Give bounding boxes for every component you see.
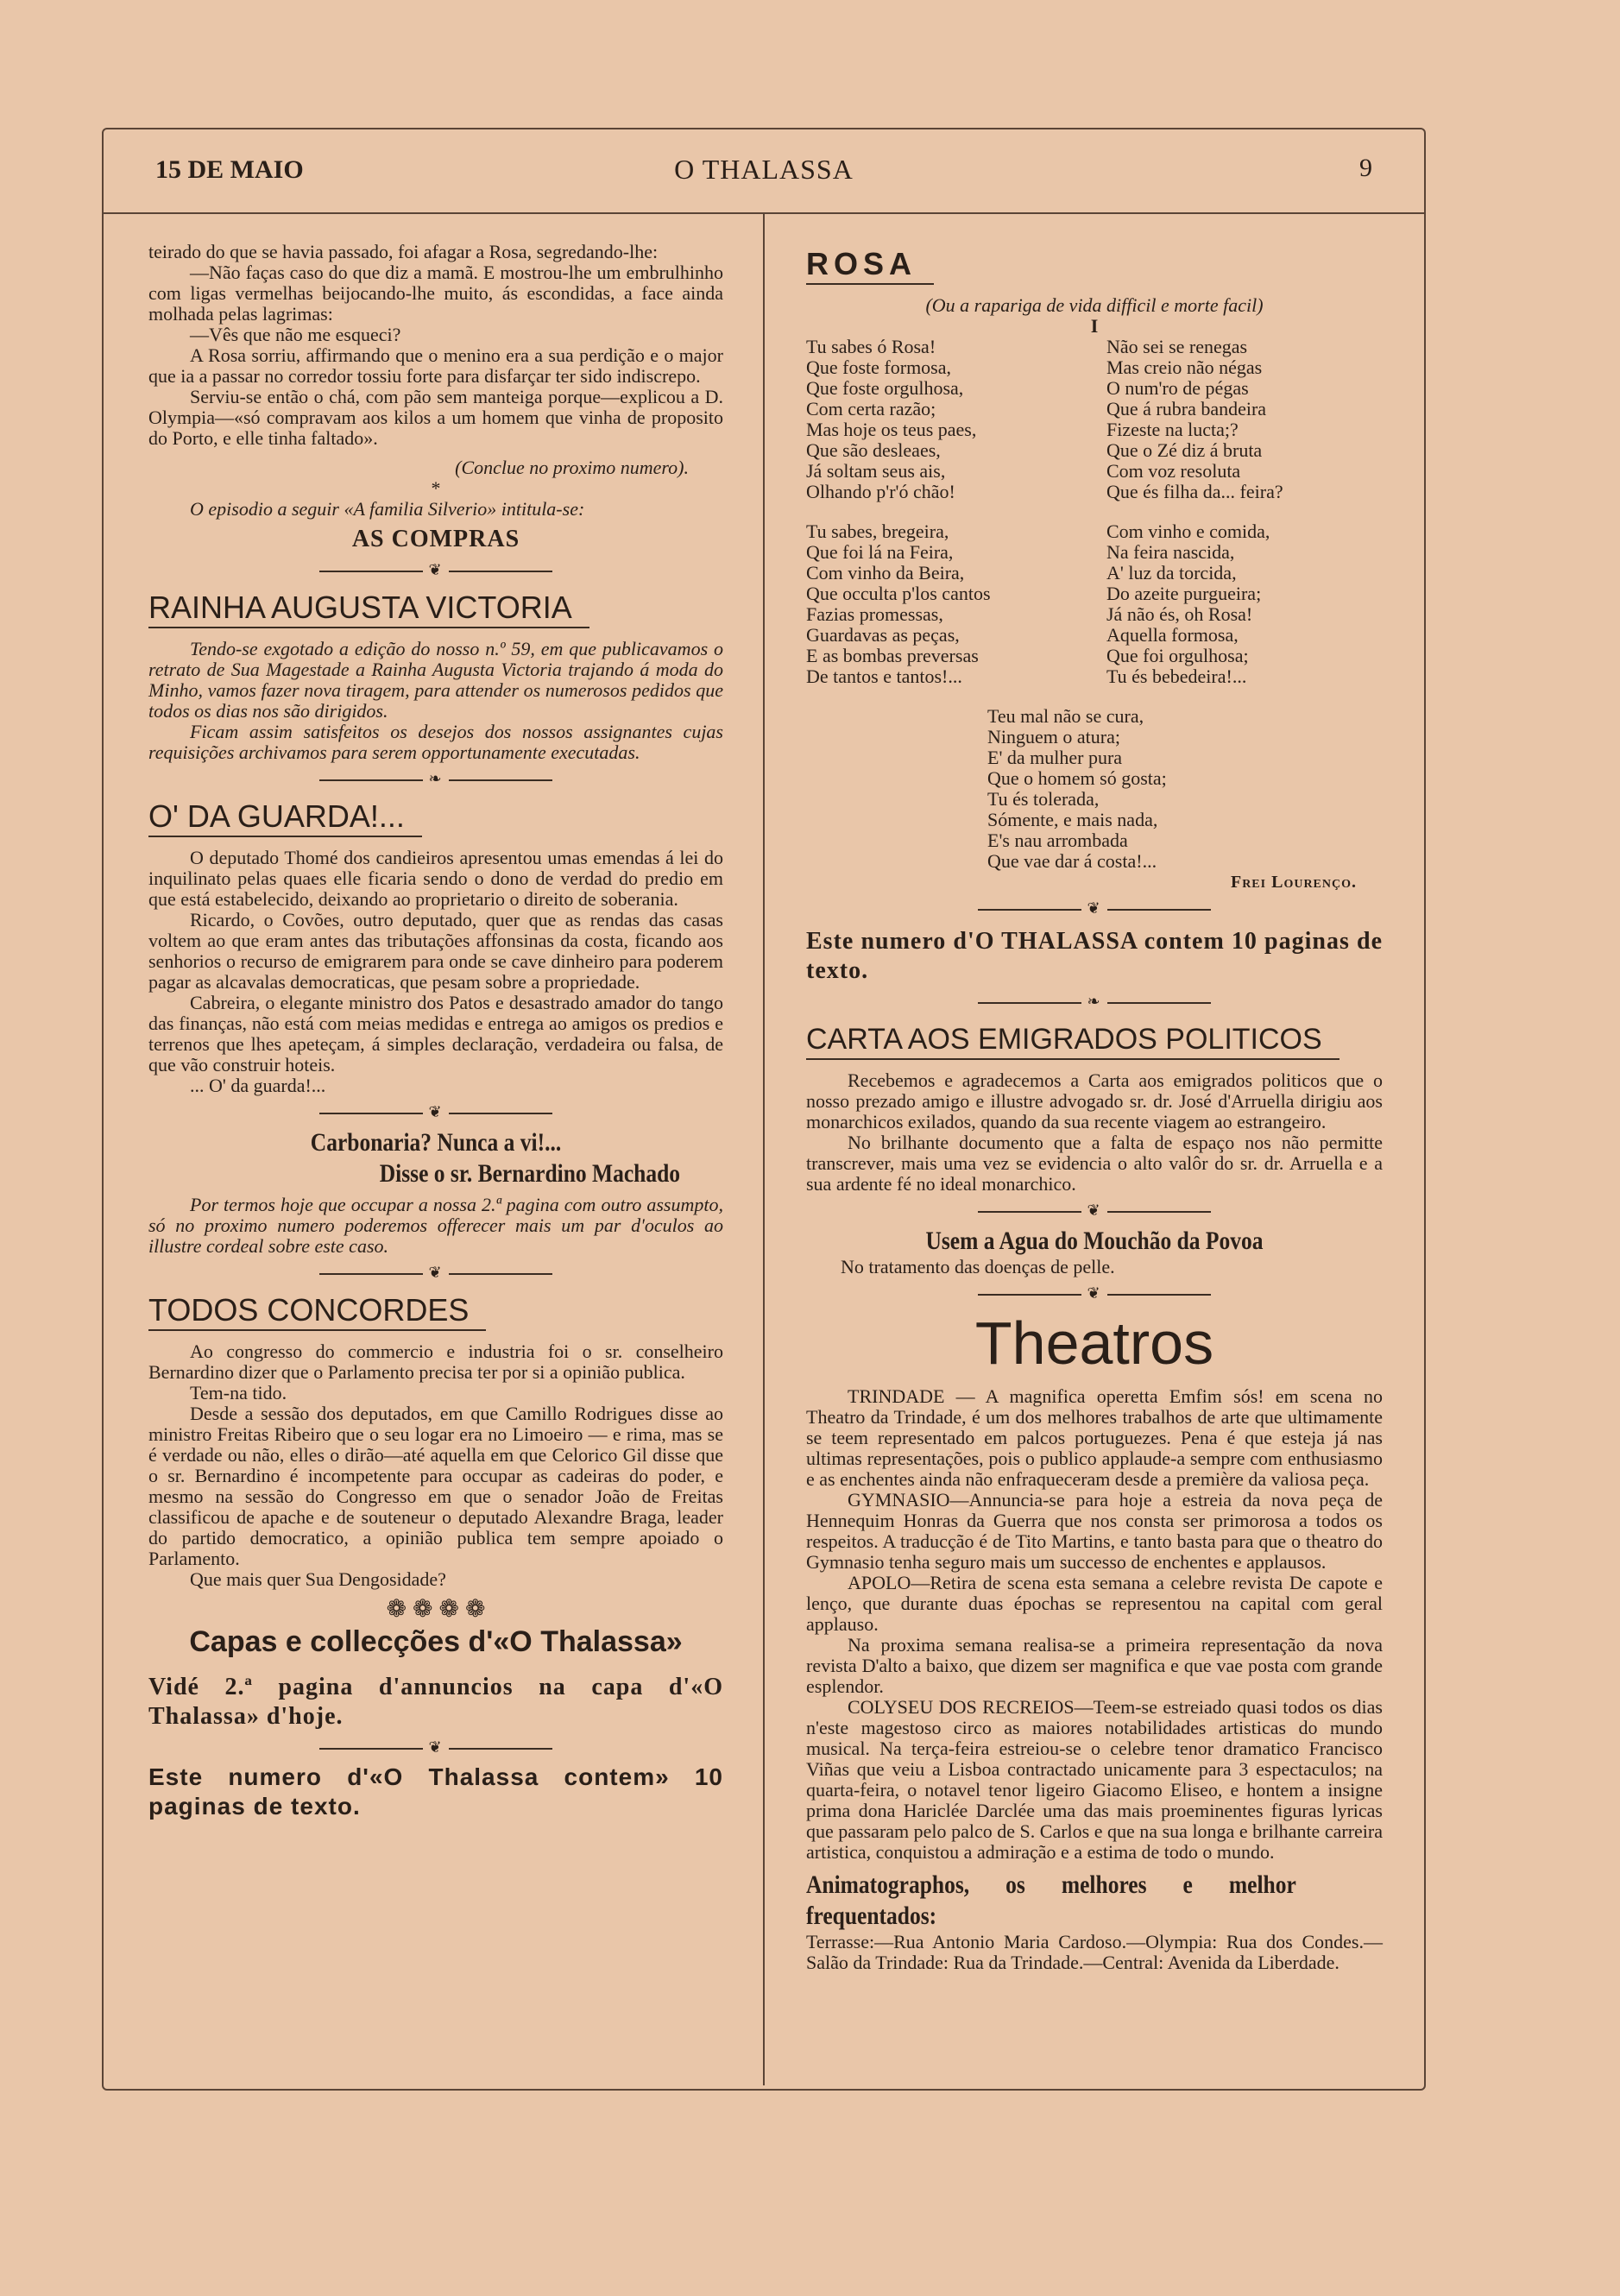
verse: A' luz da torcida, xyxy=(1106,562,1237,583)
story-text: —Vês que não me esqueci? xyxy=(190,324,401,345)
column-divider xyxy=(763,212,765,2085)
next-episode-note: O episodio a seguir «A familia Silverio» intitula-se: xyxy=(190,498,585,520)
verse: Sómente, e mais nada, xyxy=(987,809,1158,830)
animatographos-text: Terrasse:—Rua Antonio Maria Cardoso.—Olympia: Rua dos Condes.—Salão da Trindade: Rua da Trindade.—Central: Avenida da Liberdade. xyxy=(806,1931,1383,1973)
verse: Com vinho e comida, xyxy=(1106,520,1270,542)
ornament-divider: ❦ xyxy=(148,1737,723,1757)
verse: Que o Zé diz á bruta xyxy=(1106,439,1263,461)
page-count-notice: Este numero d'O THALASSA contem 10 paginas de texto. xyxy=(806,928,1383,984)
verse: Tu és bebedeira!... xyxy=(1106,665,1247,687)
verse: Do azeite purgueira; xyxy=(1106,583,1262,604)
rainha-text: Tendo-se exgotado a edição do nosso n.º 59, em que publicavamos o retrato de Sua Magestade a Rainha Augusta Victoria trajando á moda do Minho, vamos fazer nova tiragem, para attender os numerosos pedidos que todos os dias nos são dirigidos. xyxy=(148,638,723,722)
ornament-divider: ❦ xyxy=(806,898,1383,918)
verse: Com certa razão; xyxy=(806,398,936,419)
verse: Tu és tolerada, xyxy=(987,788,1100,810)
capas-headline: Capas e collecções d'«O Thalassa» xyxy=(189,1625,683,1658)
poem-title: ROSA xyxy=(806,245,934,285)
ornament-divider: ❧ xyxy=(806,991,1383,1012)
todos-text: Tem-na tido. xyxy=(190,1382,287,1403)
ornament-divider: ❦ xyxy=(148,1262,723,1283)
section-title-guarda: O' DA GUARDA!... xyxy=(148,798,422,837)
verse: E's nau arrombada xyxy=(987,829,1128,851)
left-column xyxy=(148,242,723,1821)
todos-text: Ao congresso do commercio e industria foi o sr. conselheiro Bernardino dizer que o Parlamento precisa ter por si a opinião publica. xyxy=(148,1340,723,1383)
verse: Que occulta p'los cantos xyxy=(806,583,991,604)
story-text: —Não faças caso do que diz a mamã. E mostrou-lhe um embrulhinho com ligas vermelhas beijocando-lhe muito, ás escondidas, a face ainda molhada pelas lagrimas: xyxy=(148,262,723,325)
story-text: Serviu-se então o chá, com pão sem manteiga porque—explicou a D. Olympia—«só compravam aos kilos a um homem que vinha de proposito do Porto, e elle tinha faltado». xyxy=(148,386,723,449)
verse: Que á rubra bandeira xyxy=(1106,398,1267,419)
guarda-text: O deputado Thomé dos candieiros apresentou umas emendas á lei do inquilinato pelas quaes elle ficaria sendo o dono de verdad do predio em que está estabelecido, deixando ao proprietario o direito de soberania. xyxy=(148,847,723,910)
verse: Com voz resoluta xyxy=(1106,460,1241,482)
carta-text: No brilhante documento que a falta de espaço nos não permitte transcrever, mais uma vez se evidencia o alto valôr do sr. dr. Arruella e a sua ardente fé no ideal monarchico. xyxy=(806,1132,1383,1195)
vide-notice: Vidé 2.ª pagina d'annuncios na capa d'«O Thalassa» d'hoje. xyxy=(148,1674,723,1730)
verse: Que foste formosa, xyxy=(806,356,952,378)
ornament-divider: ❦ xyxy=(148,559,723,580)
verse: E' da mulher pura xyxy=(987,747,1123,768)
stanza xyxy=(987,706,1383,872)
right-column xyxy=(806,242,1383,1973)
verse: Guardavas as peças, xyxy=(806,624,960,646)
verse: Mas hoje os teus paes, xyxy=(806,419,977,440)
ornament-divider: ❧ xyxy=(148,768,723,789)
theatre-review: COLYSEU DOS RECREIOS—Teem-se estreiado quasi todos os dias n'este magestoso circo as maiores notabilidades artisticas do mundo musical. Na terça-feira estreiou-se o celebre tenor dramatico Francisco Viñas que veiu a Lisboa contractado unicamente para 3 espectaculos; na quarta-feira, o notavel tenor ligeiro Giacomo Eliseo, e hontem a insigne prima dona Hariclée Darclée uma das mais proeminentes figuras lyricas que passaram pelo palco de S. Carlos e que na sua longa e brilhante carreira artistica, conquistou a admiração e a estima de todo o mundo. xyxy=(806,1696,1383,1863)
verse: E as bombas preversas xyxy=(806,645,979,666)
verse: Que foi orgulhosa; xyxy=(1106,645,1249,666)
verse: Que o homem só gosta; xyxy=(987,767,1167,789)
verse: Ninguem o atura; xyxy=(987,726,1120,747)
poem-signature: Frei Lourenço. xyxy=(1230,873,1357,892)
verse: Teu mal não se cura, xyxy=(987,705,1144,727)
masthead-title: O THALASSA xyxy=(674,154,854,185)
asterism: * xyxy=(431,477,441,499)
stanza xyxy=(806,337,1082,502)
guarda-text: Cabreira, o elegante ministro dos Patos e desastrado amador do tango das finanças, não está com meias medidas e entrega ao amigos os predios e terrenos que lhes apeteçam, á simples declaração, verdadeira ou falsa, de que vão construir hoteis. xyxy=(148,992,723,1075)
verse: Já não és, oh Rosa! xyxy=(1106,603,1253,625)
verse: O num'ro de pégas xyxy=(1106,377,1249,399)
issue-date: 15 DE MAIO xyxy=(155,155,304,184)
todos-text: Que mais quer Sua Dengosidade? xyxy=(190,1568,446,1590)
poem-stanzas-2 xyxy=(806,521,1383,687)
verse: Não sei se renegas xyxy=(1106,336,1248,357)
carbonaria-subheadline: Disse o sr. Bernardino Machado xyxy=(379,1159,681,1188)
section-title-carta: CARTA AOS EMIGRADOS POLITICOS xyxy=(806,1020,1339,1060)
verse: Que vae dar á costa!... xyxy=(987,850,1157,872)
section-title-todos: TODOS CONCORDES xyxy=(148,1291,486,1331)
verse: Tu sabes, bregeira, xyxy=(806,520,949,542)
newspaper-page xyxy=(102,128,1426,2091)
ornament-divider: ❦ xyxy=(148,1101,723,1122)
verse: Que és filha da... feira? xyxy=(1106,481,1283,502)
rainha-text: Ficam assim satisfeitos os desejos dos nossos assignantes cujas requisições archivamos para serem opportunamente executadas. xyxy=(148,721,723,763)
next-episode-title: AS COMPRAS xyxy=(351,526,520,552)
verse: Tu sabes ó Rosa! xyxy=(806,336,936,357)
poem-subtitle: (Ou a rapariga de vida difficil e morte facil) xyxy=(925,294,1264,316)
guarda-text: Ricardo, o Covões, outro deputado, quer que as rendas das casas voltem ao que eram antes das tributações affonsinas da costa, ficando aos senhorios o recurso de emigrarem para onde se cave dinheiro para poderem pagar as alcavalas democraticas, que pesam sobre a propriedade. xyxy=(148,909,723,993)
stanza xyxy=(1106,337,1383,502)
theatros-heading: Theatros xyxy=(974,1309,1214,1377)
verse: Na feira nascida, xyxy=(1106,541,1235,563)
story-text: teirado do que se havia passado, foi afagar a Rosa, segredando-lhe: xyxy=(148,241,659,262)
flower-ornaments: ❁ ❁ ❁ ❁ xyxy=(386,1596,486,1623)
page-number: 9 xyxy=(1359,154,1372,182)
theatre-review: Na proxima semana realisa-se a primeira representação da nova revista D'alto a baixo, que dizem ser magnifica e que vae posta com grande esplendor. xyxy=(806,1634,1383,1697)
agua-headline: Usem a Agua do Mouchão da Povoa xyxy=(925,1227,1264,1255)
agua-subtitle: No tratamento das doenças de pelle. xyxy=(841,1256,1115,1277)
page-count-notice: Este numero d'«O Thalassa contem» 10 paginas de texto. xyxy=(148,1763,723,1820)
verse: Que foi lá na Feira, xyxy=(806,541,954,563)
carta-text: Recebemos e agradecemos a Carta aos emigrados politicos que o nosso prezado amigo e illustre advogado sr. dr. José d'Arruella dirigiu aos monarchicos exilados, quando da sua recente viagem ao estrangeiro. xyxy=(806,1069,1383,1132)
poem-stanzas-1 xyxy=(806,337,1383,502)
guarda-text: ... O' da guarda!... xyxy=(190,1075,326,1096)
verse: Fazias promessas, xyxy=(806,603,943,625)
carbonaria-text: Por termos hoje que occupar a nossa 2.ª pagina com outro assumpto, só no proximo numero poderemos offerecer mais um par d'oculos ao illustre cordeal sobre este caso. xyxy=(148,1194,723,1257)
carbonaria-headline: Carbonaria? Nunca a vi!... xyxy=(310,1128,562,1157)
verse: Mas creio não négas xyxy=(1106,356,1263,378)
animatographos-headline: Animatographos, os melhores e melhor frequentados: xyxy=(806,1870,1296,1930)
theatre-review: TRINDADE — A magnifica operetta Emfim sós! em scena no Theatro da Trindade, é um dos melhores trabalhos de arte que ultimamente se teem representado em palcos portuguezes. Pena é que esteja já nas ultimas representações, pois o publico applaude-a sempre com enthusiasmo e as enchentes ainda não enfraqueceram desde a première da valiosa peça. xyxy=(806,1385,1383,1490)
ornament-divider: ❦ xyxy=(806,1200,1383,1221)
ornament-divider: ❦ xyxy=(806,1283,1383,1303)
verse: Já soltam seus ais, xyxy=(806,460,946,482)
page-header xyxy=(104,129,1424,214)
stanza xyxy=(1106,521,1383,687)
verse: Aquella formosa, xyxy=(1106,624,1239,646)
verse: De tantos e tantos!... xyxy=(806,665,962,687)
story-text: A Rosa sorriu, affirmando que o menino era a sua perdição e o major que ia a passar no corredor tossiu forte para disfarçar ter sido indiscrepo. xyxy=(148,344,723,387)
theatre-review: APOLO—Retira de scena esta semana a celebre revista De capote e lenço, que durante duas épochas se representou na capital com geral applauso. xyxy=(806,1572,1383,1635)
verse: Olhando p'r'ó chão! xyxy=(806,481,955,502)
todos-text: Desde a sessão dos deputados, em que Camillo Rodrigues disse ao ministro Freitas Ribeiro que o seu logar era no Limoeiro — e rima, mas se é verdade ou não, elles o dirão—até aquella em que Celorico Gil disse que o sr. Bernardino é incompetente para occupar as cadeiras do poder, e mesmo na sessão do Congresso em que o senador João de Freitas classificou de apache e de souteneur o deputado Alexandre Braga, leader do partido democratico, a opinião publica tem sempre apoiado o Parlamento. xyxy=(148,1403,723,1569)
theatre-review: GYMNASIO—Annuncia-se para hoje a estreia da nova peça de Hennequim Honras da Guerra que nos consta ser primorosa a todos os respeitos. A traducção é de Tito Martins, e tanto basta para que o theatro do Gymnasio tenha seguro mais um successo de enchentes e applausos. xyxy=(806,1489,1383,1573)
verse: Fizeste na lucta;? xyxy=(1106,419,1239,440)
verse: Que foste orgulhosa, xyxy=(806,377,964,399)
section-title-rainha: RAINHA AUGUSTA VICTORIA xyxy=(148,589,589,628)
continuation-note: (Conclue no proximo numero). xyxy=(455,457,689,478)
stanza xyxy=(806,521,1082,687)
verse: Que são desleaes, xyxy=(806,439,941,461)
verse: Com vinho da Beira, xyxy=(806,562,965,583)
poem-part-number: I xyxy=(1090,315,1099,337)
